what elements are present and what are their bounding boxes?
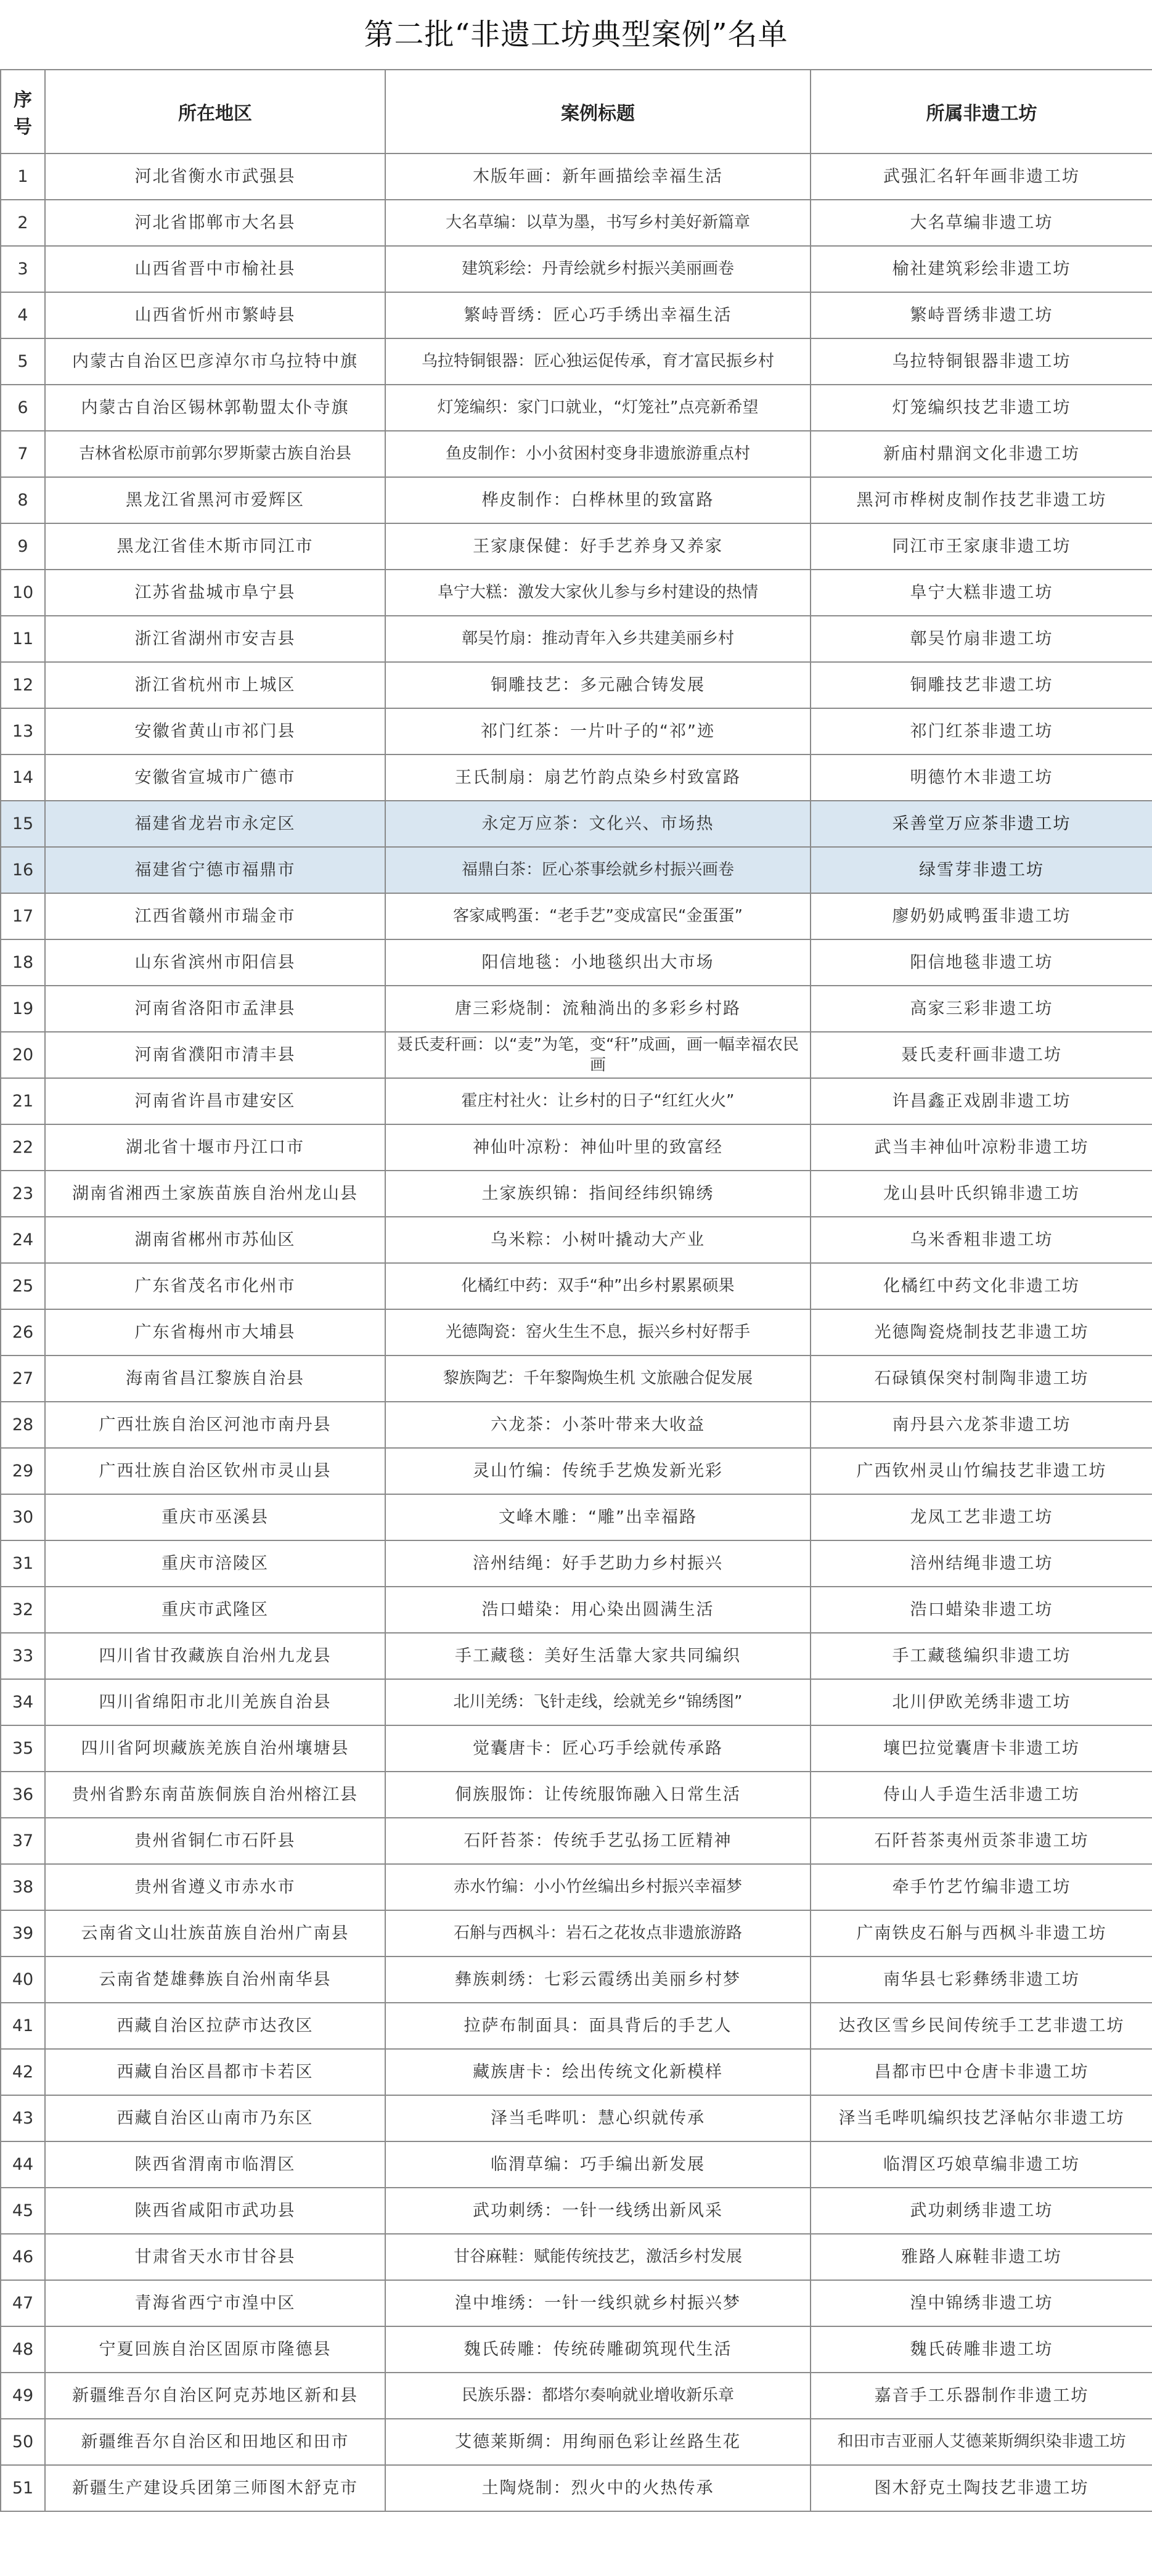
row-workshop: 武功刺绣非遗工坊: [811, 2188, 1152, 2234]
row-workshop: 嘉音手工乐器制作非遗工坊: [811, 2373, 1152, 2419]
row-workshop: 侍山人手造生活非遗工坊: [811, 1772, 1152, 1818]
row-region: 广西壮族自治区河池市南丹县: [45, 1402, 385, 1448]
row-region: 江西省赣州市瑞金市: [45, 893, 385, 939]
row-workshop: 繁峙晋绣非遗工坊: [811, 292, 1152, 338]
row-workshop: 和田市吉亚丽人艾德莱斯绸织染非遗工坊: [811, 2419, 1152, 2465]
row-workshop: 阜宁大糕非遗工坊: [811, 570, 1152, 616]
row-case-title: 铜雕技艺：多元融合铸发展: [385, 662, 811, 708]
row-workshop: 聂氏麦秆画非遗工坊: [811, 1032, 1152, 1078]
row-case-title: 民族乐器：都塔尔奏响就业增收新乐章: [385, 2373, 811, 2419]
table-row: [1, 385, 1152, 431]
row-region: 湖北省十堰市丹江口市: [45, 1124, 385, 1171]
table-row: [1, 986, 1152, 1032]
row-case-title: 文峰木雕：“雕”出幸福路: [385, 1494, 811, 1540]
row-workshop: 大名草编非遗工坊: [811, 200, 1152, 246]
row-region: 贵州省遵义市赤水市: [45, 1864, 385, 1910]
row-workshop: 许昌鑫正戏剧非遗工坊: [811, 1078, 1152, 1124]
table-row: [1, 1818, 1152, 1864]
row-workshop: 新庙村鼎润文化非遗工坊: [811, 431, 1152, 477]
row-case-title: 神仙叶凉粉：神仙叶里的致富经: [385, 1124, 811, 1171]
row-workshop: 龙凤工艺非遗工坊: [811, 1494, 1152, 1540]
row-number: 32: [1, 1587, 45, 1633]
row-workshop: 鄣吴竹扇非遗工坊: [811, 616, 1152, 662]
row-number: 20: [1, 1032, 45, 1078]
table-row: [1, 570, 1152, 616]
table-row: [1, 1217, 1152, 1263]
column-header-region: 所在地区: [45, 70, 385, 153]
row-region: 重庆市巫溪县: [45, 1494, 385, 1540]
table-row: [1, 523, 1152, 570]
row-region: 云南省楚雄彝族自治州南华县: [45, 1957, 385, 2003]
row-region: 新疆生产建设兵团第三师图木舒克市: [45, 2465, 385, 2511]
row-workshop: 湟中锦绣非遗工坊: [811, 2280, 1152, 2326]
row-number: 28: [1, 1402, 45, 1448]
row-case-title: 王家康保健：好手艺养身又养家: [385, 523, 811, 570]
row-workshop: 临渭区巧娘草编非遗工坊: [811, 2141, 1152, 2188]
row-region: 新疆维吾尔自治区阿克苏地区新和县: [45, 2373, 385, 2419]
table-row: [1, 754, 1152, 801]
row-number: 19: [1, 986, 45, 1032]
row-region: 宁夏回族自治区固原市隆德县: [45, 2326, 385, 2373]
row-case-title: 北川羌绣：飞针走线，绘就羌乡“锦绣图”: [385, 1679, 811, 1725]
row-region: 贵州省铜仁市石阡县: [45, 1818, 385, 1864]
row-region: 广东省茂名市化州市: [45, 1263, 385, 1309]
row-case-title: 木版年画：新年画描绘幸福生活: [385, 153, 811, 200]
row-workshop: 明德竹木非遗工坊: [811, 754, 1152, 801]
row-workshop: 魏氏砖雕非遗工坊: [811, 2326, 1152, 2373]
row-number: 1: [1, 153, 45, 200]
row-workshop: 采善堂万应茶非遗工坊: [811, 801, 1152, 847]
row-case-title: 临渭草编：巧手编出新发展: [385, 2141, 811, 2188]
row-region: 吉林省松原市前郭尔罗斯蒙古族自治县: [45, 431, 385, 477]
row-number: 8: [1, 477, 45, 523]
row-case-title: 光德陶瓷：窑火生生不息，振兴乡村好帮手: [385, 1309, 811, 1355]
row-workshop: 昌都市巴中仓唐卡非遗工坊: [811, 2049, 1152, 2095]
row-number: 50: [1, 2419, 45, 2465]
row-region: 新疆维吾尔自治区和田地区和田市: [45, 2419, 385, 2465]
table-row: [1, 1633, 1152, 1679]
row-region: 黑龙江省佳木斯市同江市: [45, 523, 385, 570]
row-number: 30: [1, 1494, 45, 1540]
row-number: 34: [1, 1679, 45, 1725]
row-number: 15: [1, 801, 45, 847]
row-number: 48: [1, 2326, 45, 2373]
row-region: 河南省濮阳市清丰县: [45, 1032, 385, 1078]
table-row: [1, 1494, 1152, 1540]
table-row: [1, 2095, 1152, 2141]
row-workshop: 灯笼编织技艺非遗工坊: [811, 385, 1152, 431]
column-header-case-title: 案例标题: [385, 70, 811, 153]
row-workshop: 同江市王家康非遗工坊: [811, 523, 1152, 570]
table-row: [1, 246, 1152, 292]
row-case-title: 侗族服饰：让传统服饰融入日常生活: [385, 1772, 811, 1818]
row-workshop: 乌拉特铜银器非遗工坊: [811, 338, 1152, 385]
row-number: 35: [1, 1725, 45, 1772]
row-case-title: 鱼皮制作：小小贫困村变身非遗旅游重点村: [385, 431, 811, 477]
row-workshop: 手工藏毯编织非遗工坊: [811, 1633, 1152, 1679]
table-row: [1, 338, 1152, 385]
row-case-title: 祁门红茶：一片叶子的“祁”迹: [385, 708, 811, 754]
row-workshop: 北川伊欧羌绣非遗工坊: [811, 1679, 1152, 1725]
row-workshop: 图木舒克土陶技艺非遗工坊: [811, 2465, 1152, 2511]
row-number: 14: [1, 754, 45, 801]
table-row: [1, 662, 1152, 708]
row-region: 福建省宁德市福鼎市: [45, 847, 385, 893]
table-row: [1, 2049, 1152, 2095]
row-case-title: 霍庄村社火：让乡村的日子“红红火火”: [385, 1078, 811, 1124]
row-number: 3: [1, 246, 45, 292]
table-row: [1, 1124, 1152, 1171]
row-workshop: 绿雪芽非遗工坊: [811, 847, 1152, 893]
row-workshop: 阳信地毯非遗工坊: [811, 939, 1152, 986]
table-row: [1, 1540, 1152, 1587]
row-number: 38: [1, 1864, 45, 1910]
row-case-title: 乌拉特铜银器：匠心独运促传承，育才富民振乡村: [385, 338, 811, 385]
row-number: 17: [1, 893, 45, 939]
row-number: 27: [1, 1355, 45, 1402]
row-workshop: 达孜区雪乡民间传统手工艺非遗工坊: [811, 2003, 1152, 2049]
row-workshop: 武当丰神仙叶凉粉非遗工坊: [811, 1124, 1152, 1171]
row-region: 重庆市涪陵区: [45, 1540, 385, 1587]
row-number: 13: [1, 708, 45, 754]
row-region: 陕西省渭南市临渭区: [45, 2141, 385, 2188]
row-region: 浙江省杭州市上城区: [45, 662, 385, 708]
row-number: 10: [1, 570, 45, 616]
row-case-title: 彝族刺绣：七彩云霞绣出美丽乡村梦: [385, 1957, 811, 2003]
table-header: [1, 70, 1152, 153]
row-number: 11: [1, 616, 45, 662]
row-region: 河南省许昌市建安区: [45, 1078, 385, 1124]
row-number: 29: [1, 1448, 45, 1494]
row-region: 四川省甘孜藏族自治州九龙县: [45, 1633, 385, 1679]
table-row: [1, 708, 1152, 754]
table-row: [1, 1078, 1152, 1124]
row-region: 山东省滨州市阳信县: [45, 939, 385, 986]
row-case-title: 乌米粽：小树叶撬动大产业: [385, 1217, 811, 1263]
row-number: 33: [1, 1633, 45, 1679]
row-workshop: 光德陶瓷烧制技艺非遗工坊: [811, 1309, 1152, 1355]
row-workshop: 雅路人麻鞋非遗工坊: [811, 2234, 1152, 2280]
row-case-title: 泽当毛哔叽：慧心织就传承: [385, 2095, 811, 2141]
row-region: 甘肃省天水市甘谷县: [45, 2234, 385, 2280]
row-region: 广东省梅州市大埔县: [45, 1309, 385, 1355]
row-number: 6: [1, 385, 45, 431]
column-header-workshop: 所属非遗工坊: [811, 70, 1152, 153]
table-row: [1, 2188, 1152, 2234]
table-row: [1, 1032, 1152, 1078]
table-row: [1, 801, 1152, 847]
row-number: 23: [1, 1171, 45, 1217]
column-header-number: 序号: [1, 70, 45, 153]
row-case-title: 赤水竹编：小小竹丝编出乡村振兴幸福梦: [385, 1864, 811, 1910]
table-row: [1, 893, 1152, 939]
table-row: [1, 2141, 1152, 2188]
row-case-title: 浩口蜡染：用心染出圆满生活: [385, 1587, 811, 1633]
table-row: [1, 2419, 1152, 2465]
row-workshop: 石阡苔茶夷州贡茶非遗工坊: [811, 1818, 1152, 1864]
row-region: 青海省西宁市湟中区: [45, 2280, 385, 2326]
table-row: [1, 939, 1152, 986]
row-region: 四川省绵阳市北川羌族自治县: [45, 1679, 385, 1725]
row-case-title: 阜宁大糕：激发大家伙儿参与乡村建设的热情: [385, 570, 811, 616]
row-number: 7: [1, 431, 45, 477]
row-number: 31: [1, 1540, 45, 1587]
row-region: 福建省龙岩市永定区: [45, 801, 385, 847]
row-case-title: 聂氏麦秆画：以“麦”为笔，变“秆”成画，画一幅幸福农民画: [385, 1032, 811, 1078]
table-row: [1, 292, 1152, 338]
table-row: [1, 2234, 1152, 2280]
row-workshop: 壤巴拉觉囊唐卡非遗工坊: [811, 1725, 1152, 1772]
row-case-title: 繁峙晋绣：匠心巧手绣出幸福生活: [385, 292, 811, 338]
row-number: 5: [1, 338, 45, 385]
row-region: 湖南省湘西土家族苗族自治州龙山县: [45, 1171, 385, 1217]
row-case-title: 甘谷麻鞋：赋能传统技艺，激活乡村发展: [385, 2234, 811, 2280]
row-region: 浙江省湖州市安吉县: [45, 616, 385, 662]
row-region: 黑龙江省黑河市爱辉区: [45, 477, 385, 523]
table-row: [1, 1957, 1152, 2003]
row-region: 江苏省盐城市阜宁县: [45, 570, 385, 616]
table-row: [1, 2280, 1152, 2326]
row-case-title: 灯笼编织：家门口就业，“灯笼社”点亮新希望: [385, 385, 811, 431]
row-region: 陕西省咸阳市武功县: [45, 2188, 385, 2234]
row-case-title: 觉囊唐卡：匠心巧手绘就传承路: [385, 1725, 811, 1772]
row-number: 51: [1, 2465, 45, 2511]
row-workshop: 化橘红中药文化非遗工坊: [811, 1263, 1152, 1309]
row-region: 西藏自治区山南市乃东区: [45, 2095, 385, 2141]
table-row: [1, 2326, 1152, 2373]
row-region: 四川省阿坝藏族羌族自治州壤塘县: [45, 1725, 385, 1772]
table-row: [1, 1448, 1152, 1494]
row-case-title: 魏氏砖雕：传统砖雕砌筑现代生活: [385, 2326, 811, 2373]
row-case-title: 阳信地毯：小地毯织出大市场: [385, 939, 811, 986]
row-case-title: 六龙茶：小茶叶带来大收益: [385, 1402, 811, 1448]
row-workshop: 龙山县叶氏织锦非遗工坊: [811, 1171, 1152, 1217]
row-case-title: 手工藏毯：美好生活靠大家共同编织: [385, 1633, 811, 1679]
table-row: [1, 1864, 1152, 1910]
row-case-title: 黎族陶艺：千年黎陶焕生机 文旅融合促发展: [385, 1355, 811, 1402]
row-region: 重庆市武隆区: [45, 1587, 385, 1633]
row-region: 云南省文山壮族苗族自治州广南县: [45, 1910, 385, 1957]
row-case-title: 桦皮制作：白桦林里的致富路: [385, 477, 811, 523]
row-case-title: 武功刺绣：一针一线绣出新风采: [385, 2188, 811, 2234]
row-number: 2: [1, 200, 45, 246]
row-workshop: 铜雕技艺非遗工坊: [811, 662, 1152, 708]
row-workshop: 武强汇名轩年画非遗工坊: [811, 153, 1152, 200]
table-row: [1, 153, 1152, 200]
row-workshop: 南华县七彩彝绣非遗工坊: [811, 1957, 1152, 2003]
row-number: 49: [1, 2373, 45, 2419]
page-title: 第二批“非遗工坊典型案例”名单: [364, 17, 788, 52]
row-case-title: 客家咸鸭蛋：“老手艺”变成富民“金蛋蛋”: [385, 893, 811, 939]
table-row: [1, 1171, 1152, 1217]
row-number: 26: [1, 1309, 45, 1355]
row-region: 安徽省宣城市广德市: [45, 754, 385, 801]
row-number: 37: [1, 1818, 45, 1864]
table-row: [1, 1309, 1152, 1355]
row-case-title: 拉萨布制面具：面具背后的手艺人: [385, 2003, 811, 2049]
table-row: [1, 1679, 1152, 1725]
row-case-title: 鄣吴竹扇：推动青年入乡共建美丽乡村: [385, 616, 811, 662]
row-workshop: 泽当毛哔叽编织技艺泽帖尔非遗工坊: [811, 2095, 1152, 2141]
table-row: [1, 1910, 1152, 1957]
row-number: 21: [1, 1078, 45, 1124]
row-workshop: 石碌镇保突村制陶非遗工坊: [811, 1355, 1152, 1402]
case-list-table: [0, 69, 1152, 2512]
row-case-title: 石阡苔茶：传统手艺弘扬工匠精神: [385, 1818, 811, 1864]
row-number: 41: [1, 2003, 45, 2049]
row-region: 河北省邯郸市大名县: [45, 200, 385, 246]
table-row: [1, 1725, 1152, 1772]
table-row: [1, 200, 1152, 246]
row-case-title: 大名草编：以草为墨，书写乡村美好新篇章: [385, 200, 811, 246]
row-number: 16: [1, 847, 45, 893]
row-number: 45: [1, 2188, 45, 2234]
row-case-title: 土家族织锦：指间经纬织锦绣: [385, 1171, 811, 1217]
row-case-title: 王氏制扇：扇艺竹韵点染乡村致富路: [385, 754, 811, 801]
table-row: [1, 2003, 1152, 2049]
row-case-title: 土陶烧制：烈火中的火热传承: [385, 2465, 811, 2511]
row-number: 42: [1, 2049, 45, 2095]
row-case-title: 永定万应茶：文化兴、市场热: [385, 801, 811, 847]
row-number: 43: [1, 2095, 45, 2141]
table-row: [1, 1587, 1152, 1633]
row-case-title: 唐三彩烧制：流釉淌出的多彩乡村路: [385, 986, 811, 1032]
row-number: 4: [1, 292, 45, 338]
row-region: 河南省洛阳市孟津县: [45, 986, 385, 1032]
row-case-title: 湟中堆绣：一针一线织就乡村振兴梦: [385, 2280, 811, 2326]
table-row: [1, 616, 1152, 662]
row-case-title: 福鼎白茶：匠心茶事绘就乡村振兴画卷: [385, 847, 811, 893]
row-region: 广西壮族自治区钦州市灵山县: [45, 1448, 385, 1494]
row-number: 12: [1, 662, 45, 708]
row-workshop: 牵手竹艺竹编非遗工坊: [811, 1864, 1152, 1910]
row-workshop: 浩口蜡染非遗工坊: [811, 1587, 1152, 1633]
row-workshop: 黑河市桦树皮制作技艺非遗工坊: [811, 477, 1152, 523]
row-number: 40: [1, 1957, 45, 2003]
row-number: 44: [1, 2141, 45, 2188]
row-number: 18: [1, 939, 45, 986]
table-row: [1, 1355, 1152, 1402]
row-region: 山西省晋中市榆社县: [45, 246, 385, 292]
header-row: [1, 70, 1152, 153]
row-number: 46: [1, 2234, 45, 2280]
row-region: 山西省忻州市繁峙县: [45, 292, 385, 338]
table-row: [1, 1772, 1152, 1818]
row-workshop: 广南铁皮石斛与西枫斗非遗工坊: [811, 1910, 1152, 1957]
row-region: 西藏自治区昌都市卡若区: [45, 2049, 385, 2095]
table-row: [1, 431, 1152, 477]
row-region: 湖南省郴州市苏仙区: [45, 1217, 385, 1263]
row-number: 22: [1, 1124, 45, 1171]
row-case-title: 建筑彩绘：丹青绘就乡村振兴美丽画卷: [385, 246, 811, 292]
row-region: 内蒙古自治区锡林郭勒盟太仆寺旗: [45, 385, 385, 431]
row-number: 25: [1, 1263, 45, 1309]
row-number: 39: [1, 1910, 45, 1957]
table-row: [1, 1402, 1152, 1448]
row-region: 内蒙古自治区巴彦淖尔市乌拉特中旗: [45, 338, 385, 385]
row-workshop: 高家三彩非遗工坊: [811, 986, 1152, 1032]
row-workshop: 乌米香粗非遗工坊: [811, 1217, 1152, 1263]
table-row: [1, 477, 1152, 523]
table-row: [1, 2465, 1152, 2511]
table-row: [1, 847, 1152, 893]
row-workshop: 广西钦州灵山竹编技艺非遗工坊: [811, 1448, 1152, 1494]
table-body: [1, 153, 1152, 2511]
row-region: 西藏自治区拉萨市达孜区: [45, 2003, 385, 2049]
row-number: 9: [1, 523, 45, 570]
row-workshop: 涪州结绳非遗工坊: [811, 1540, 1152, 1587]
row-region: 贵州省黔东南苗族侗族自治州榕江县: [45, 1772, 385, 1818]
row-case-title: 石斛与西枫斗：岩石之花妆点非遗旅游路: [385, 1910, 811, 1957]
row-case-title: 灵山竹编：传统手艺焕发新光彩: [385, 1448, 811, 1494]
row-workshop: 南丹县六龙茶非遗工坊: [811, 1402, 1152, 1448]
row-number: 36: [1, 1772, 45, 1818]
table-row: [1, 1263, 1152, 1309]
row-case-title: 艾德莱斯绸：用绚丽色彩让丝路生花: [385, 2419, 811, 2465]
row-workshop: 廖奶奶咸鸭蛋非遗工坊: [811, 893, 1152, 939]
row-number: 24: [1, 1217, 45, 1263]
row-case-title: 藏族唐卡：绘出传统文化新模样: [385, 2049, 811, 2095]
row-case-title: 化橘红中药：双手“种”出乡村累累硕果: [385, 1263, 811, 1309]
table-row: [1, 2373, 1152, 2419]
row-region: 安徽省黄山市祁门县: [45, 708, 385, 754]
row-number: 47: [1, 2280, 45, 2326]
row-workshop: 榆社建筑彩绘非遗工坊: [811, 246, 1152, 292]
row-region: 河北省衡水市武强县: [45, 153, 385, 200]
row-region: 海南省昌江黎族自治县: [45, 1355, 385, 1402]
row-workshop: 祁门红茶非遗工坊: [811, 708, 1152, 754]
row-case-title: 涪州结绳：好手艺助力乡村振兴: [385, 1540, 811, 1587]
